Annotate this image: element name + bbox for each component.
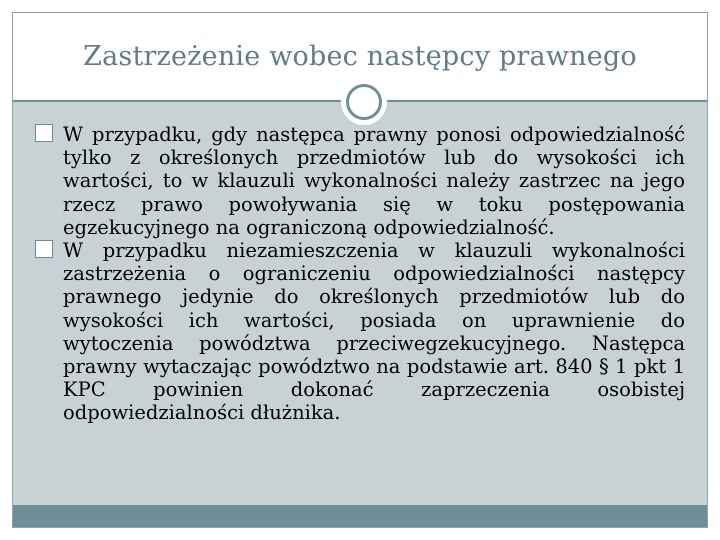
slide-frame: [12, 12, 708, 528]
slide-title: Zastrzeżenie wobec następcy prawnego: [83, 41, 637, 72]
slide-content: [35, 123, 685, 425]
square-bullet-icon: [35, 124, 53, 142]
paragraph-1-text: W przypadku, gdy następca prawny ponosi odpowiedzialność tylko z określonych przedmiotów lub do wysokości ich wartości, to w klauzuli wykonalności należy zastrzec na jego rzecz prawo powoływania się w toku postępowania egzekucyjnego na ograniczoną odpowiedzialność.: [63, 123, 685, 239]
square-bullet-icon: [35, 240, 53, 258]
paragraph-1: [35, 123, 685, 239]
paragraph-2-text: W przypadku niezamieszczenia w klauzuli wykonalności zastrzeżenia o ograniczeniu odpowiedzialności następcy prawnego jedynie do określonych przedmiotów lub do wysokości ich wartości, posiada on uprawnienie do wytoczenia powództwa przeciwegzekucyjnego. Następca prawny wytaczając powództwo na podstawie art. 840 § 1 pkt 1 KPC powinien dokonać zaprzeczenia osobistej odpowiedzialności dłużnika.: [63, 239, 685, 425]
circle-ornament-ring: [346, 84, 382, 120]
footer-bar: [13, 505, 707, 527]
circle-ornament-icon: [341, 79, 387, 125]
paragraph-2: [35, 239, 685, 425]
